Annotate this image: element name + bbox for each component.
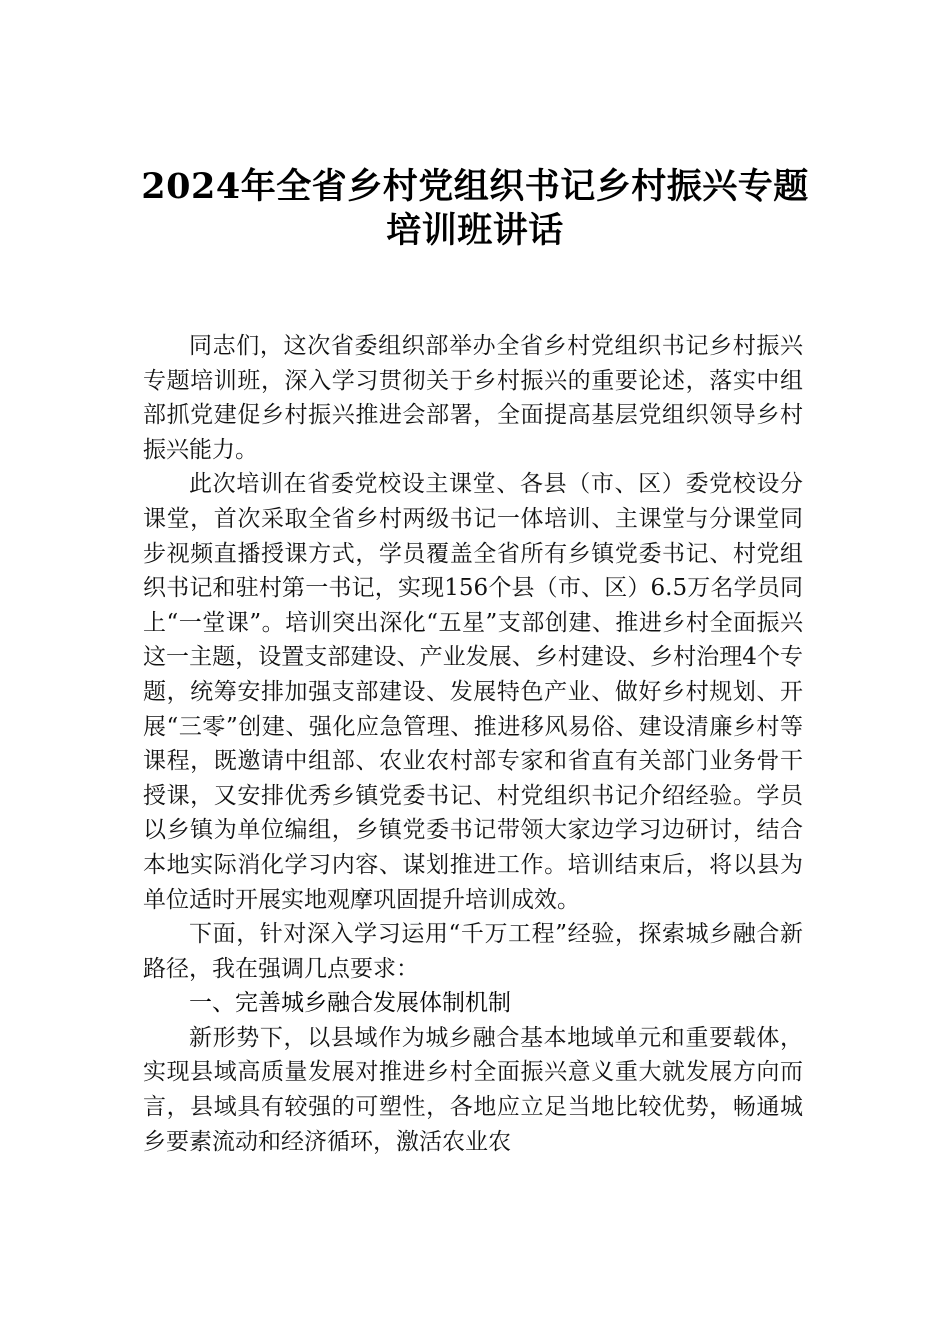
document-title-line-2: 培训班讲话 bbox=[386, 210, 564, 251]
document-title-line-1: 2024年全省乡村党组织书记乡村振兴专题 bbox=[141, 166, 809, 207]
section-heading-1: 一、完善城乡融合发展体制机制 bbox=[189, 990, 511, 1017]
paragraph-training: 此次培训在省委党校设主课堂、各县（市、区）委党校设分课堂，首次采取全省乡村两级书记一体培训、主课堂与分课堂同步视频直播授课方式，学员覆盖全省所有乡镇党委书记、村党组织书记和驻村第一书记，实现156个县（市、区）6.5万名学员同上“一堂课”。培训突出深化“五星”支部创建、推进乡村全面振兴这一主题，设置支部建设、产业发展、乡村建设、乡村治理4个专题，统筹安排加强支部建设、发展特色产业、做好乡村规划、开展“三零”创建、强化应急管理、推进移风易俗、建设清廉乡村等课程，既邀请中组部、农业农村部专家和省直有关部门业务骨干授课，又安排优秀乡镇党委书记、村党组织书记介绍经验。学员以乡镇为单位编组，乡镇党委书记带领大家边学习边研讨，结合本地实际消化学习内容、谋划推进工作。培训结束后，将以县为单位适时开展实地观摩巩固提升培训成效。 bbox=[143, 471, 803, 913]
paragraph-opening: 同志们，这次省委组织部举办全省乡村党组织书记乡村振兴专题培训班，深入学习贯彻关于乡村振兴的重要论述，落实中组部抓党建促乡村振兴推进会部署，全面提高基层党组织领导乡村振兴能力。 bbox=[143, 333, 803, 463]
document-body bbox=[143, 329, 803, 1159]
paragraph-section-1: 新形势下，以县域作为城乡融合基本地域单元和重要载体，实现县域高质量发展对推进乡村全面振兴意义重大就发展方向而言，县域具有较强的可塑性，各地应立足当地比较优势，畅通城乡要素流动和经济循环，激活农业农 bbox=[143, 1024, 803, 1155]
paragraph-requirements-intro: 下面，针对深入学习运用“千万工程”经验，探索城乡融合新路径，我在强调几点要求： bbox=[143, 921, 803, 982]
